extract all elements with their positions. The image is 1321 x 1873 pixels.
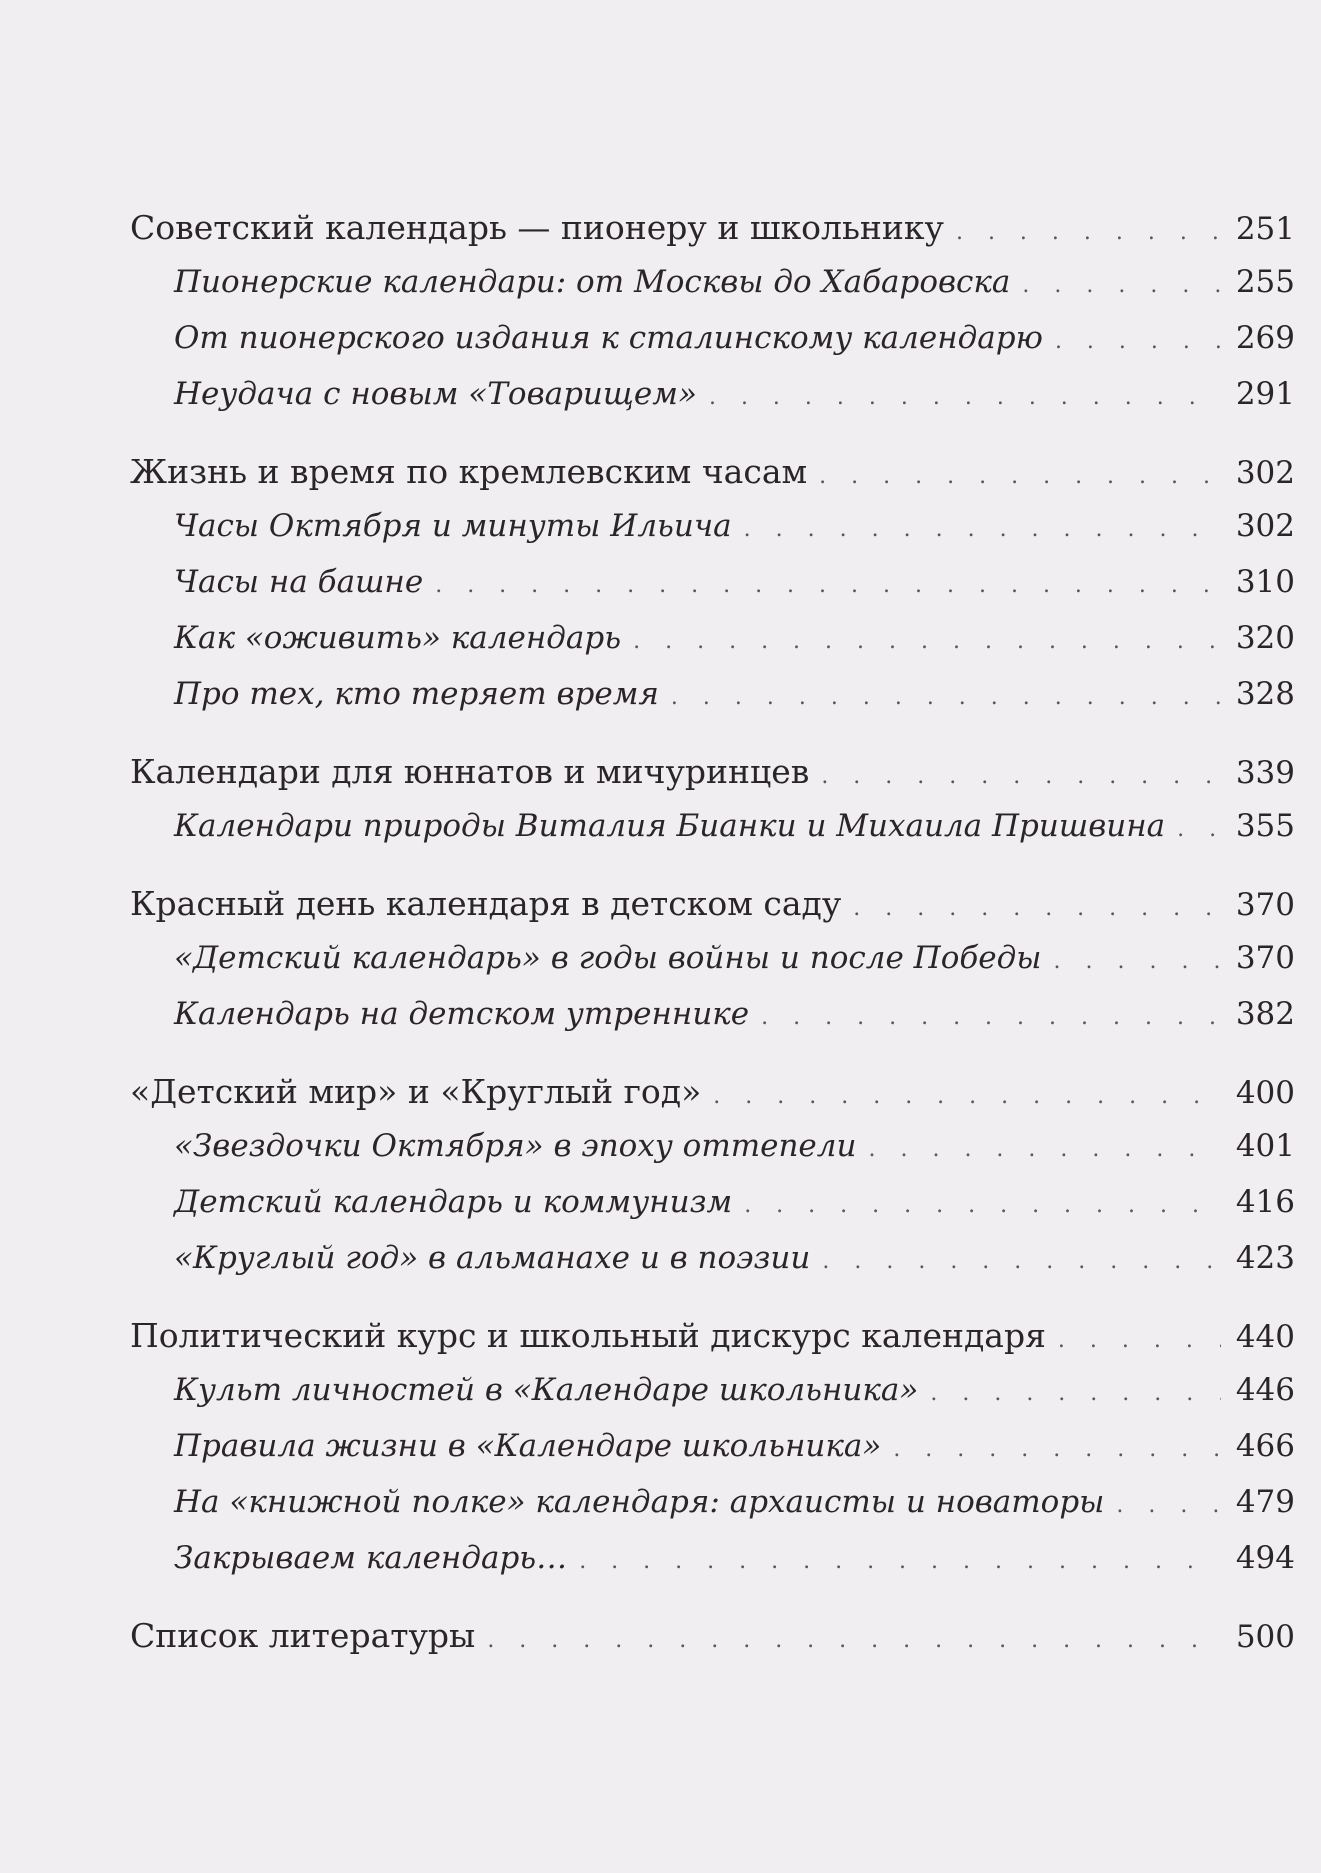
toc-section[interactable]	[130, 1072, 1295, 1128]
toc-subsection[interactable]	[130, 376, 1295, 432]
toc-subsection[interactable]	[130, 320, 1295, 376]
toc-subsection-title: «Круглый год» в альманахе и в поэзии	[174, 1240, 811, 1276]
group-spacer	[130, 432, 1295, 452]
toc-section[interactable]	[130, 752, 1295, 808]
toc-page-number: 416	[1235, 1184, 1295, 1220]
toc-subsection[interactable]	[130, 564, 1295, 620]
toc-page-number: 500	[1235, 1619, 1295, 1655]
toc-page-number: 310	[1235, 564, 1295, 600]
group-spacer	[130, 732, 1295, 752]
leader-dots	[853, 896, 1221, 921]
toc-section-title: Политический курс и школьный дискурс календаря	[130, 1316, 1046, 1355]
leader-dots	[579, 1549, 1221, 1574]
toc-subsection[interactable]	[130, 996, 1295, 1052]
toc-page-number: 339	[1235, 755, 1295, 791]
toc-subsection[interactable]	[130, 1240, 1295, 1296]
group-spacer	[130, 864, 1295, 884]
toc-subsection-title: Календарь на детском утреннике	[174, 996, 750, 1032]
toc-section-title: Красный день календаря в детском саду	[130, 884, 842, 923]
toc-page-number: 440	[1235, 1319, 1295, 1355]
toc-page-number: 291	[1235, 376, 1295, 412]
toc-subsection-title: «Детский календарь» в годы войны и после Победы	[174, 940, 1042, 976]
toc-section[interactable]	[130, 208, 1295, 264]
toc-section-title: Список литературы	[130, 1616, 476, 1655]
toc-page-number: 328	[1235, 676, 1295, 712]
group-spacer	[130, 1296, 1295, 1316]
toc-subsection-title: Календари природы Виталия Бианки и Михаила Пришвина	[174, 808, 1166, 844]
toc-section[interactable]	[130, 452, 1295, 508]
toc-section-title: Календари для юннатов и мичуринцев	[130, 752, 810, 791]
leader-dots	[744, 1193, 1221, 1218]
toc-page-number: 302	[1235, 455, 1295, 491]
toc-section-title: Жизнь и время по кремлевским часам	[130, 452, 808, 491]
leader-dots	[671, 685, 1221, 710]
leader-dots	[821, 764, 1221, 789]
leader-dots	[1055, 329, 1221, 354]
toc-page-number: 251	[1235, 211, 1295, 247]
toc-page-number: 382	[1235, 996, 1295, 1032]
toc-page-number: 255	[1235, 264, 1295, 300]
leader-dots	[1058, 1328, 1221, 1353]
toc-page-number: 320	[1235, 620, 1295, 656]
leader-dots	[761, 1005, 1221, 1030]
toc-subsection-title: Часы Октября и минуты Ильича	[174, 508, 732, 544]
leader-dots	[1116, 1493, 1221, 1518]
leader-dots	[435, 573, 1221, 598]
toc-subsection-title: Детский календарь и коммунизм	[174, 1184, 733, 1220]
toc-subsection-title: «Звездочки Октября» в эпоху оттепели	[174, 1128, 857, 1164]
toc-subsection-title: На «книжной полке» календаря: архаисты и новаторы	[174, 1484, 1105, 1520]
toc-subsection[interactable]	[130, 808, 1295, 864]
toc-page-number: 494	[1235, 1540, 1295, 1576]
toc-section-title: «Детский мир» и «Круглый год»	[130, 1072, 702, 1111]
toc-page-number: 466	[1235, 1428, 1295, 1464]
toc-page-number: 479	[1235, 1484, 1295, 1520]
leader-dots	[868, 1137, 1221, 1162]
toc-subsection[interactable]	[130, 676, 1295, 732]
toc-subsection[interactable]	[130, 1540, 1295, 1596]
toc-section[interactable]	[130, 884, 1295, 940]
leader-dots	[956, 220, 1221, 245]
leader-dots	[633, 629, 1221, 654]
toc-section-title: Советский календарь — пионеру и школьнику	[130, 208, 944, 247]
leader-dots	[893, 1437, 1221, 1462]
leader-dots	[822, 1249, 1221, 1274]
toc-section[interactable]	[130, 1616, 1295, 1672]
toc-page-number: 401	[1235, 1128, 1295, 1164]
toc-subsection[interactable]	[130, 620, 1295, 676]
toc-subsection-title: Культ личностей в «Календаре школьника»	[174, 1372, 919, 1408]
leader-dots	[487, 1628, 1221, 1653]
group-spacer	[130, 1596, 1295, 1616]
leader-dots	[713, 1084, 1221, 1109]
toc-subsection-title: Неудача с новым «Товарищем»	[174, 376, 697, 412]
toc-section[interactable]	[130, 1316, 1295, 1372]
toc-page-number: 423	[1235, 1240, 1295, 1276]
toc-subsection[interactable]	[130, 1372, 1295, 1428]
toc-subsection[interactable]	[130, 264, 1295, 320]
leader-dots	[1177, 817, 1221, 842]
toc-subsection[interactable]	[130, 1128, 1295, 1184]
leader-dots	[1054, 949, 1221, 974]
toc-subsection[interactable]	[130, 940, 1295, 996]
table-of-contents	[130, 208, 1295, 1672]
toc-page-number: 446	[1235, 1372, 1295, 1408]
toc-page-number: 355	[1235, 808, 1295, 844]
toc-page-number: 400	[1235, 1075, 1295, 1111]
toc-subsection-title: От пионерского издания к сталинскому календарю	[174, 320, 1043, 356]
toc-subsection-title: Пионерские календари: от Москвы до Хабаровска	[174, 264, 1011, 300]
toc-subsection[interactable]	[130, 1484, 1295, 1540]
group-spacer	[130, 1052, 1295, 1072]
toc-subsection[interactable]	[130, 508, 1295, 564]
toc-subsection-title: Как «оживить» календарь	[174, 620, 622, 656]
toc-page-number: 370	[1235, 940, 1295, 976]
leader-dots	[1022, 273, 1221, 298]
leader-dots	[709, 385, 1221, 410]
toc-page-number: 302	[1235, 508, 1295, 544]
toc-subsection-title: Часы на башне	[174, 564, 424, 600]
toc-subsection-title: Правила жизни в «Календаре школьника»	[174, 1428, 882, 1464]
toc-subsection[interactable]	[130, 1184, 1295, 1240]
toc-subsection-title: Закрываем календарь…	[174, 1540, 568, 1576]
toc-page-number: 269	[1235, 320, 1295, 356]
toc-subsection-title: Про тех, кто теряет время	[174, 676, 659, 712]
leader-dots	[744, 517, 1221, 542]
toc-page-number: 370	[1235, 887, 1295, 923]
leader-dots	[930, 1381, 1221, 1406]
leader-dots	[819, 464, 1221, 489]
toc-subsection[interactable]	[130, 1428, 1295, 1484]
